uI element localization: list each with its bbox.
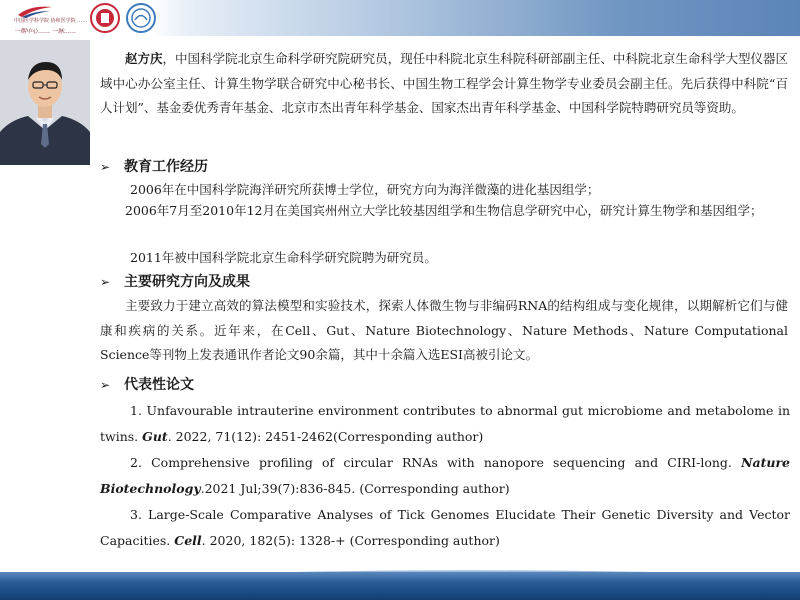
research-paragraph: 主要致力于建立高效的算法模型和实验技术，探索人体微生物与非编码RNA的结构组成与变化规律，以期解析它们与健康和疾病的关系。近年来，在Cell、Gut、Nature Biotechnology、Nature Methods、Nature Computational Science等刊物上发表通讯作者论文90余篇，其中十余篇入选ESI高被引论文。 [100,298,788,362]
section-papers-heading [100,374,194,394]
university-seal-icon [90,3,120,33]
paper-item [100,450,790,502]
arrow-bullet-icon: ➢ [100,275,111,289]
section-education-title: 教育工作经历 [124,159,208,175]
person-name: 赵方庆 [125,51,163,66]
paper-citation: . 2022, 71(12): 2451-2462(Corresponding author) [167,429,484,444]
footer-band [0,572,800,600]
institute-seal-icon [126,3,156,33]
portrait-photo [0,40,90,165]
arrow-bullet-icon: ➢ [100,378,111,392]
paper-citation: . 2020, 182(5): 1328-+ (Corresponding author) [201,533,500,548]
arrow-bullet-icon: ➢ [100,160,111,174]
paper-journal: Gut [142,429,168,444]
section-research-heading [100,271,250,291]
education-line-1: 2006年在中国科学院海洋研究所获博士学位，研究方向为海洋微藻的进化基因组学； [130,182,600,197]
education-line-2: 2006年7月至2010年12月在美国宾州州立大学比较基因组学和生物信息学研究中心，研究计算生物学和基因组学； [125,203,763,218]
person-portrait-icon [0,40,90,165]
paper-item [100,502,790,554]
section-education-heading [100,156,208,176]
section-papers-title: 代表性论文 [124,377,194,393]
paper-title: 2. Comprehensive profiling of circular RNAs with nanopore sequencing and CIRI-long. [130,455,742,470]
education-line-3: 2011年被中国科学院北京生命科学研究院聘为研究员。 [130,250,437,265]
section-research-title: 主要研究方向及成果 [124,274,250,290]
bio-paragraph [100,47,788,121]
header-band [0,0,800,36]
logo-text-line2: 一期中心…… 一脉…… [14,28,76,35]
paper-title: 1. Unfavourable intrauterine environment contributes to abnormal gut microbiome and metabolome in twins. [100,403,790,444]
paper-journal: Nature Biotechnology [100,455,790,496]
bio-text: ，中国科学院北京生命科学研究院研究员，现任中科院北京生科院科研部副主任、中科院北京生命科学大型仪器区域中心办公室主任、计算生物学联合研究中心秘书长、中国生物工程学会计算生物学专业委员会副主任。先后获得中科院“百人计划”、基金委优秀青年基金、北京市杰出青年科学基金、国家杰出青年科学基金、中国科学院特聘研究员等资助。 [100,51,788,115]
logo-group [6,3,166,33]
paper-item [100,398,790,450]
logo-text-line1: 中国医学科学院 协和医学院 …… [14,18,88,24]
paper-journal: Cell [174,533,202,548]
paper-title: 3. Large-Scale Comparative Analyses of Tick Genomes Elucidate Their Genetic Diversity and Vector Capacities. [100,507,790,548]
paper-citation: .2021 Jul;39(7):836-845. (Corresponding author) [200,481,510,496]
